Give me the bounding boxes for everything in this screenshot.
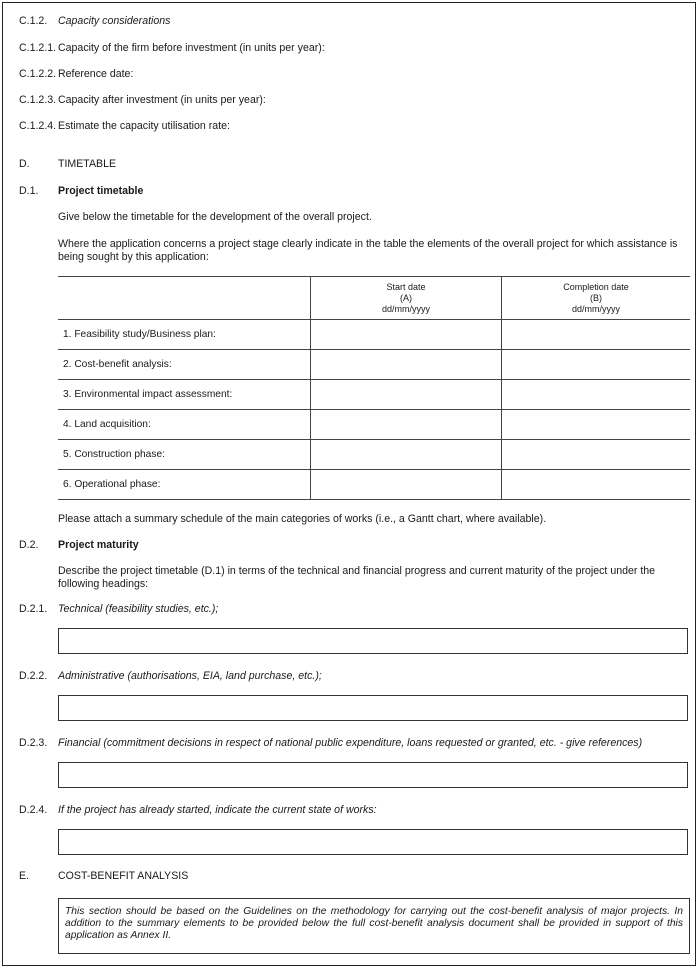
item-number: D.2.1.: [19, 603, 48, 615]
table-row: [58, 470, 690, 500]
start-date-cell[interactable]: [311, 440, 502, 470]
item-number: D.2.2.: [19, 670, 48, 682]
row-label: 6. Operational phase:: [58, 470, 311, 500]
header-line: dd/mm/yyyy: [571, 303, 620, 314]
item-label: Administrative (authorisations, EIA, land purchase, etc.);: [58, 670, 322, 682]
section-number: D.: [19, 158, 30, 170]
item-label: Financial (commitment decisions in respect of national public expenditure, loans requested or granted, etc. - give references): [58, 737, 643, 749]
section-title: Project maturity: [58, 539, 139, 551]
table-row: [58, 350, 690, 380]
start-date-cell[interactable]: [311, 410, 502, 440]
row-label: 2. Cost-benefit analysis:: [58, 350, 311, 380]
completion-date-cell[interactable]: [502, 410, 691, 440]
completion-date-cell[interactable]: [502, 320, 691, 350]
financial-input-box[interactable]: [58, 762, 688, 788]
attachment-note: Please attach a summary schedule of the main categories of works (i.e., a Gantt chart, where available).: [58, 513, 547, 525]
item-number: C.1.2.4.: [19, 120, 57, 132]
timetable-table: [58, 276, 690, 500]
item-number: C.1.2.2.: [19, 68, 57, 80]
section-title: TIMETABLE: [58, 158, 117, 170]
section-number: E.: [19, 870, 30, 882]
section-number: D.2.: [19, 539, 39, 551]
item-label: Capacity of the firm before investment (in units per year):: [58, 42, 325, 54]
header-line: Completion date: [563, 281, 629, 292]
table-row: [58, 410, 690, 440]
item-number: C.1.2.3.: [19, 94, 57, 106]
start-date-cell[interactable]: [311, 380, 502, 410]
item-label: Technical (feasibility studies, etc.);: [58, 603, 219, 615]
start-date-cell[interactable]: [311, 350, 502, 380]
section-number: D.1.: [19, 185, 39, 197]
section-title: Capacity considerations: [58, 15, 171, 27]
technical-input-box[interactable]: [58, 628, 688, 654]
header-line: (B): [590, 292, 602, 303]
completion-date-cell[interactable]: [502, 440, 691, 470]
header-line: dd/mm/yyyy: [381, 303, 430, 314]
section-number: C.1.2.: [19, 15, 48, 27]
table-row: [58, 320, 690, 350]
table-row: [58, 440, 690, 470]
item-label: If the project has already started, indicate the current state of works:: [58, 804, 377, 816]
cba-note-box: This section should be based on the Guidelines on the methodology for carrying out the cost-benefit analysis of major projects. In addition to the summary elements to be provided below the full cost-benefit analysis document shall be provided in support of this application as Annex II.: [58, 898, 690, 954]
item-number: D.2.4.: [19, 804, 48, 816]
table-header-row: [58, 277, 690, 320]
item-label: Capacity after investment (in units per year):: [58, 94, 266, 106]
completion-date-cell[interactable]: [502, 350, 691, 380]
start-date-header: [311, 277, 502, 320]
document-page: [2, 2, 696, 966]
works-state-input-box[interactable]: [58, 829, 688, 855]
row-label: 1. Feasibility study/Business plan:: [58, 320, 311, 350]
item-label: Estimate the capacity utilisation rate:: [58, 120, 230, 132]
table-row: [58, 380, 690, 410]
item-number: C.1.2.1.: [19, 42, 57, 54]
start-date-cell[interactable]: [311, 320, 502, 350]
intro-text: Give below the timetable for the development of the overall project.: [58, 211, 372, 223]
item-label: Reference date:: [58, 68, 134, 80]
row-label: 5. Construction phase:: [58, 440, 311, 470]
instruction-paragraph: Describe the project timetable (D.1) in terms of the technical and financial progress and current maturity of the project under the following headings:: [58, 565, 656, 590]
section-title: COST-BENEFIT ANALYSIS: [58, 870, 189, 882]
start-date-cell[interactable]: [311, 470, 502, 500]
completion-date-cell[interactable]: [502, 380, 691, 410]
completion-date-cell[interactable]: [502, 470, 691, 500]
row-label: 3. Environmental impact assessment:: [58, 380, 311, 410]
instruction-paragraph: Where the application concerns a project stage clearly indicate in the table the elements of the overall project for which assistance is being sought by this application:: [58, 238, 678, 263]
header-empty-cell: [58, 277, 311, 320]
header-line: (A): [400, 292, 412, 303]
administrative-input-box[interactable]: [58, 695, 688, 721]
completion-date-header: [502, 277, 691, 320]
section-title: Project timetable: [58, 185, 144, 197]
header-line: Start date: [386, 281, 426, 292]
item-number: D.2.3.: [19, 737, 48, 749]
row-label: 4. Land acquisition:: [58, 410, 311, 440]
